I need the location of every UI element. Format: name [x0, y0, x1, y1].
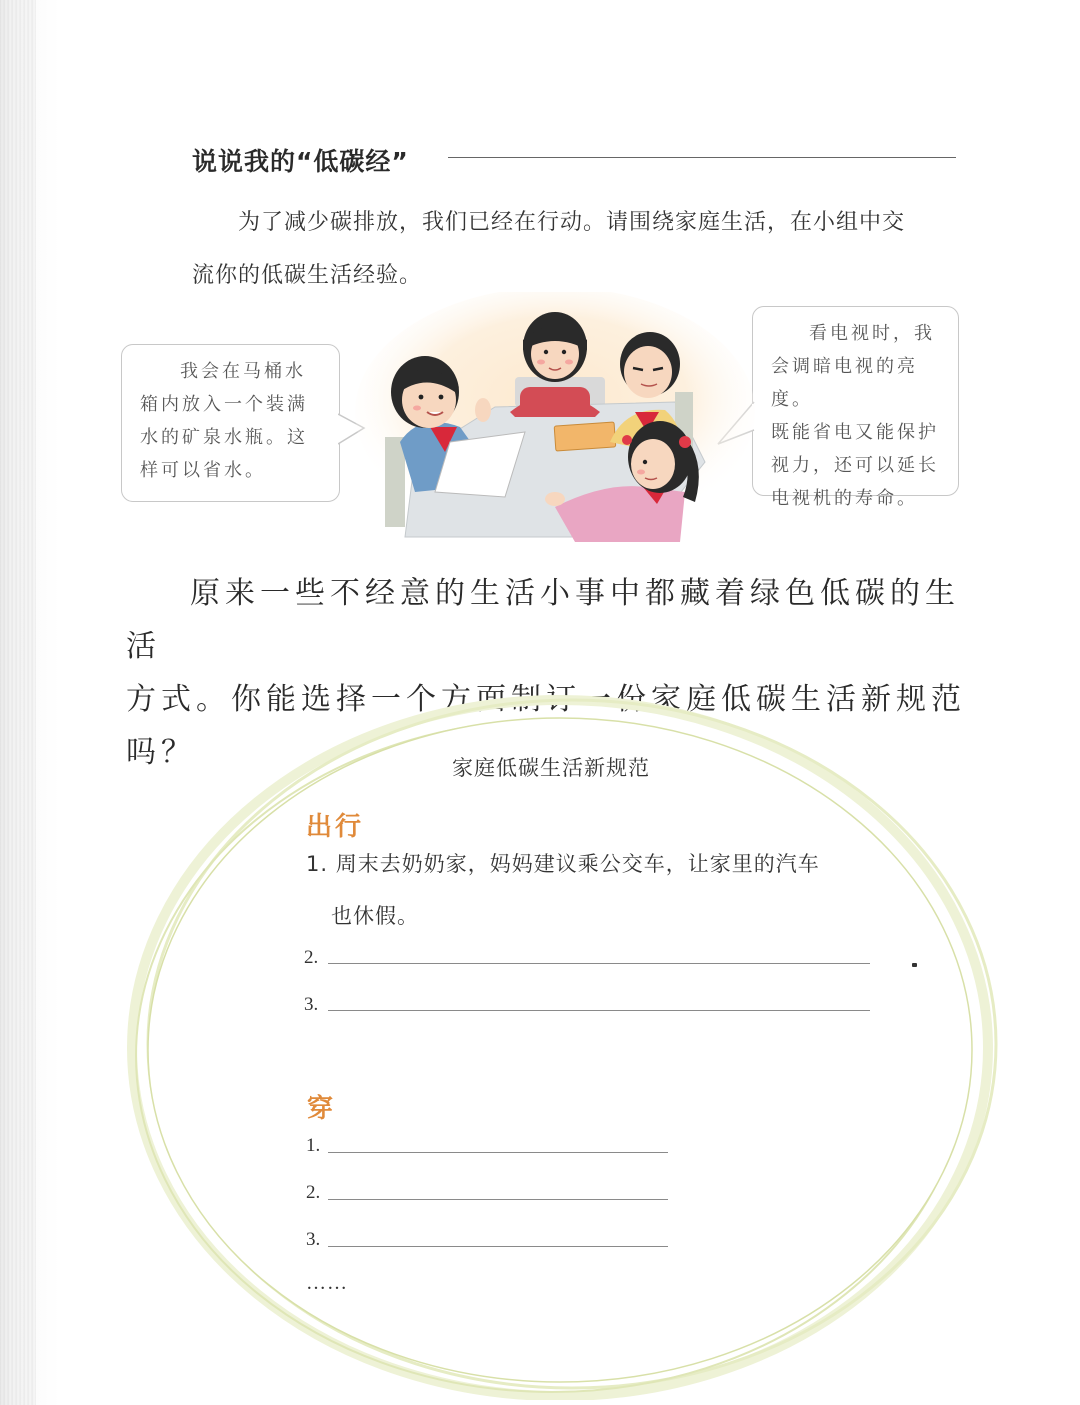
students-discussion-illustration [345, 292, 765, 547]
category-wear-label: 穿 [307, 1094, 337, 1124]
travel-item-2-blank[interactable] [328, 963, 870, 964]
bubble-right-line-4: 视力，还可以延长 [771, 455, 939, 476]
intro-paragraph [192, 196, 962, 302]
bubble-right-line-3: 既能省电又能保护 [771, 422, 939, 443]
more-items-ellipsis: …… [306, 1272, 348, 1294]
wear-item-2-number: 2. [306, 1182, 321, 1203]
bubble-right-line-5: 电视机的寿命。 [771, 488, 918, 509]
travel-item-1-line-1: 1. 周末去奶奶家，妈妈建议乘公交车，让家里的汽车 [306, 852, 820, 876]
intro-line-2: 流你的低碳生活经验。 [192, 263, 423, 288]
form-title: 家庭低碳生活新规范 [452, 756, 650, 780]
wear-item-3-number: 3. [306, 1229, 321, 1250]
form-oval-frame [120, 688, 1020, 1400]
category-travel-label: 出行 [306, 812, 365, 842]
notebook [554, 422, 616, 451]
travel-item-3-blank[interactable] [328, 1010, 870, 1011]
page-edge-shading [0, 0, 36, 1405]
intro-line-1: 为了减少碳排放，我们已经在行动。请围绕家庭生活，在小组中交 [238, 210, 906, 235]
wear-item-3-blank[interactable] [328, 1246, 668, 1247]
section-title: 说说我的“低碳经” [192, 147, 409, 176]
main-paragraph-line-2: 方式。你能选择一个方面制订一份家庭低碳生活新规范吗？ [126, 682, 966, 770]
travel-item-1-line-2: 也休假。 [331, 904, 419, 928]
wear-item-2-blank[interactable] [328, 1199, 668, 1200]
print-speck [912, 963, 917, 967]
speech-bubble-left [121, 344, 340, 502]
travel-item-3-number: 3. [304, 994, 319, 1015]
bubble-left-line-4: 样可以省水。 [140, 460, 266, 481]
bubble-right-line-2: 会调暗电视的亮度。 [771, 356, 918, 410]
bubble-right-line-1: 看电视时，我 [809, 323, 935, 344]
wear-item-1-blank[interactable] [328, 1152, 668, 1153]
bubble-left-line-1: 我会在马桶水 [180, 361, 306, 382]
wear-item-1-number: 1. [306, 1135, 321, 1156]
main-paragraph-line-1: 原来一些不经意的生活小事中都藏着绿色低碳的生活 [126, 576, 960, 664]
bubble-left-line-3: 水的矿泉水瓶。这 [140, 427, 308, 448]
speech-bubble-right [752, 306, 959, 509]
travel-item-2-number: 2. [304, 947, 319, 968]
bubble-left-line-2: 箱内放入一个装满 [140, 394, 308, 415]
section-title-rule [448, 157, 956, 158]
